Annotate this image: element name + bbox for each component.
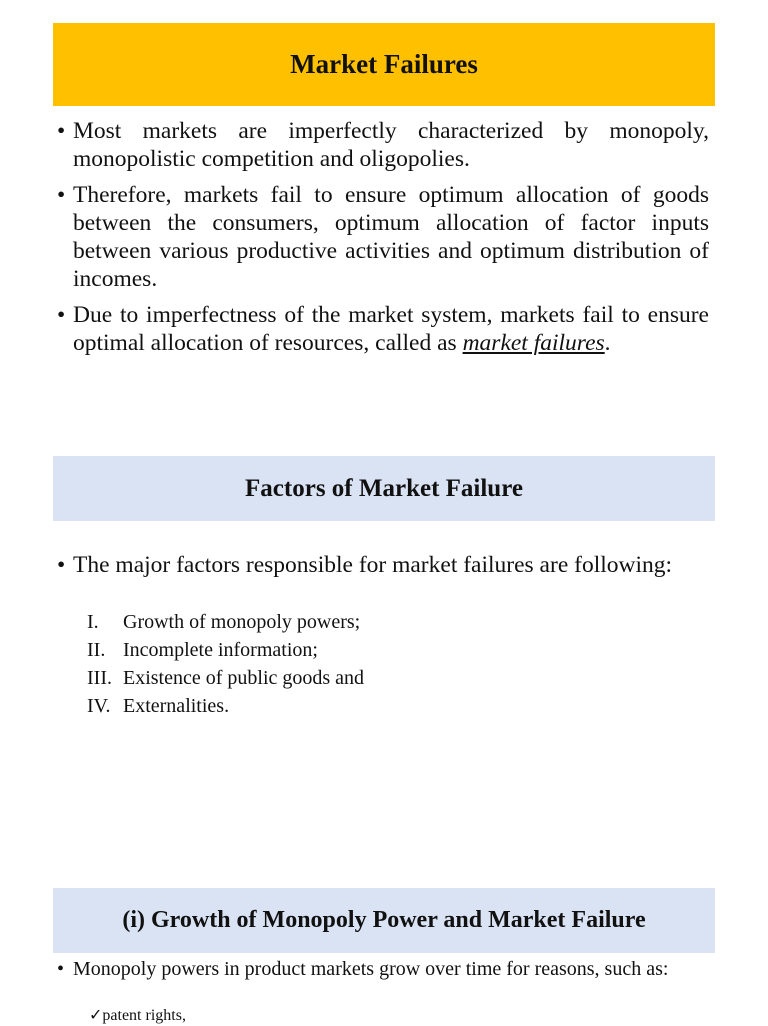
factors-list — [87, 608, 364, 720]
list-item — [87, 636, 364, 664]
bullet-text: Due to imperfectness of the market system, markets fail to ensure optimal allocation of resources, called as — [73, 302, 709, 356]
bullet-item: • Most markets are imperfectly characterized by monopoly, monopolistic competition and oligopolies. — [57, 117, 709, 173]
section-title-factors: Factors of Market Failure — [53, 456, 715, 521]
bullet-item: • The major factors responsible for market failures are following: — [57, 551, 709, 579]
bullet-item: • Therefore, markets fail to ensure optimum allocation of goods between the consumers, optimum allocation of factor inputs between various productive activities and optimum distribution of incomes. — [57, 181, 709, 293]
section-title-market-failures: Market Failures — [53, 23, 715, 106]
list-number: I. — [87, 611, 99, 633]
section-body-market-failures — [57, 117, 709, 357]
bullet-text-end: . — [604, 330, 611, 356]
section-body-monopoly-power — [57, 957, 709, 982]
checkmark-icon: ✓ — [89, 1007, 103, 1024]
list-item — [87, 608, 364, 636]
list-number: II. — [87, 639, 106, 661]
list-text: Externalities. — [123, 695, 230, 717]
list-number: IV. — [87, 695, 111, 717]
section-body-factors — [57, 551, 709, 579]
list-text: Growth of monopoly powers; — [123, 611, 361, 633]
list-text: Incomplete information; — [123, 639, 318, 661]
bullet-item: • Monopoly powers in product markets grow over time for reasons, such as: — [57, 957, 709, 982]
list-text: Existence of public goods and — [123, 667, 365, 689]
list-number: III. — [87, 667, 112, 689]
checklist-item: patent rights, — [102, 1007, 186, 1024]
list-item — [87, 664, 364, 692]
list-item — [87, 692, 364, 720]
market-failures-term: market failures — [462, 330, 605, 356]
checklist — [89, 1006, 186, 1026]
bullet-item — [57, 301, 709, 357]
section-title-monopoly-power: (i) Growth of Monopoly Power and Market Failure — [53, 888, 715, 953]
